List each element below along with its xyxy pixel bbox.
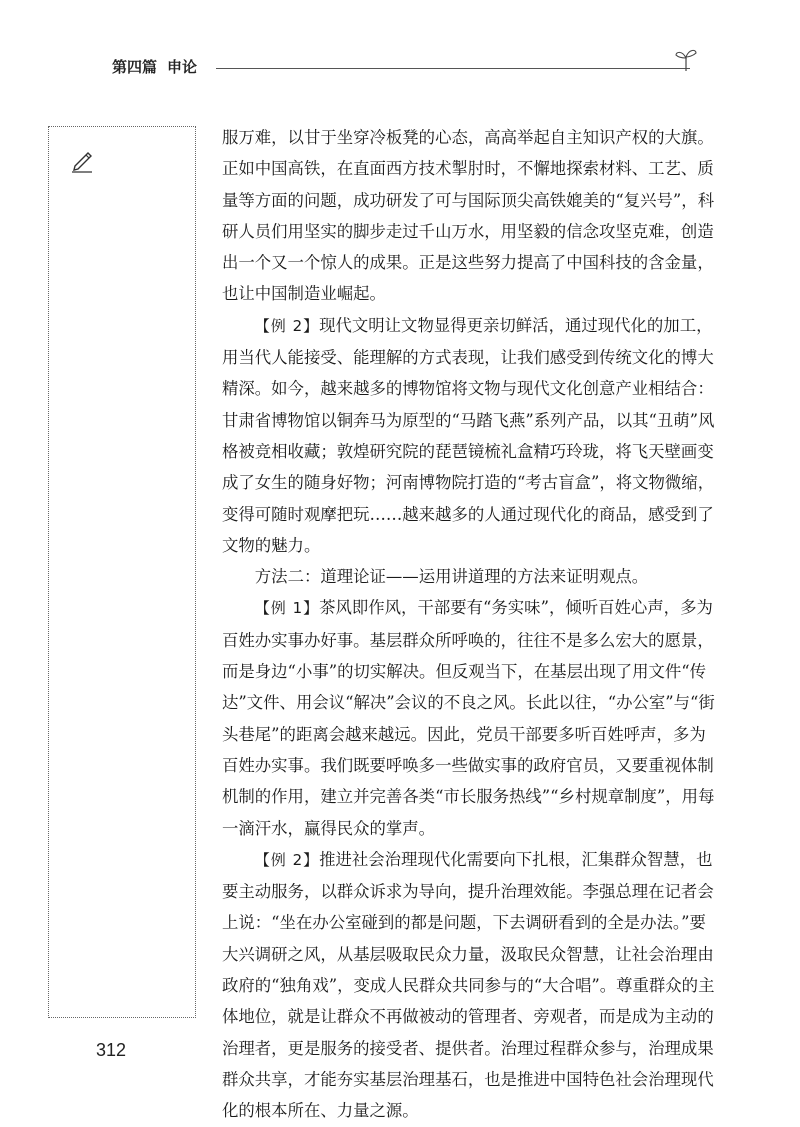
example-2b-paragraph (222, 844, 720, 1127)
paragraph-continued: 服万难，以甘于坐穿冷板凳的心态，高高举起自主知识产权的大旗。正如中国高铁，在直面西方技术掣肘时，不懈地探索材料、工艺、质量等方面的问题，成功研发了可与国际顶尖高铁媲美的“复兴号”，科研人员们用坚实的脚步走过千山万水，用坚毅的信念攻坚克难，创造出一个又一个惊人的成果。正是这些努力提高了中国科技的含金量，也让中国制造业崛起。 (222, 128, 715, 304)
example-tag: 【例 2】 (254, 850, 320, 869)
part-label: 第四篇 (112, 58, 158, 76)
example-text: 茶风即作风，干部要有“务实味”，倾听百姓心声，多为百姓办实事办好事。基层群众所呼唤的，往往不是多么宏大的愿景，而是身边“小事”的切实解决。但反观当下，在基层出现了用文件“传达”文件、用会议“解决”会议的不良之风。长此以往，“办公室”与“街头巷尾”的距离会越来越远。因此，党员干部要多听百姓呼声，多为百姓办实事。我们既要呼唤多一些做实事的政府官员，又要重视体制机制的作用，建立并完善各类“市长服务热线”“乡村规章制度”，用每一滴汗水，赢得民众的掌声。 (222, 598, 715, 838)
example-2-paragraph (222, 310, 720, 561)
header-title (112, 56, 207, 77)
main-text (222, 122, 720, 1127)
example-text: 现代文明让文物显得更亲切鲜活，通过现代化的加工，用当代人能接受、能理解的方式表现，让我们感受到传统文化的博大精深。如今，越来越多的博物馆将文物与现代文化创意产业相结合：甘肃省博物馆以铜奔马为原型的“马踏飞燕”系列产品，以其“丑萌”风格被竞相收藏；敦煌研究院的琵琶镜梳礼盒精巧玲珑，将飞天壁画变成了女生的随身好物；河南博物院打造的“考古盲盒”，将文物微缩，变得可随时观摩把玩……越来越多的人通过现代化的商品，感受到了文物的魅力。 (222, 315, 715, 555)
page-header (108, 54, 698, 84)
pencil-icon (69, 147, 95, 173)
header-rule (216, 68, 690, 69)
section-title: 申论 (167, 58, 198, 76)
method-heading: 方法二：道理论证——运用讲道理的方法来证明观点。 (254, 567, 649, 587)
example-tag: 【例 2】 (254, 316, 320, 335)
example-tag: 【例 1】 (254, 599, 320, 618)
notes-margin-box (48, 126, 196, 1018)
page-number: 312 (96, 1040, 127, 1060)
example-1b-paragraph (222, 592, 720, 843)
example-text: 推进社会治理现代化需要向下扎根，汇集群众智慧，也要主动服务，以群众诉求为导向，提升治理效能。李强总理在记者会上说：“坐在办公室碰到的都是问题，下去调研看到的全是办法。”要大兴调研之风，从基层吸取民众力量，汲取民众智慧，让社会治理由政府的“独角戏”，变成人民群众共同参与的“大合唱”。尊重群众的主体地位，就是让群众不再做被动的管理者、旁观者，而是成为主动的治理者，更是服务的接受者、提供者。治理过程群众参与，治理成果群众共享，才能夯实基层治理基石，也是推进中国特色社会治理现代化的根本所在、力量之源。 (222, 849, 715, 1121)
sprout-icon (674, 46, 698, 72)
